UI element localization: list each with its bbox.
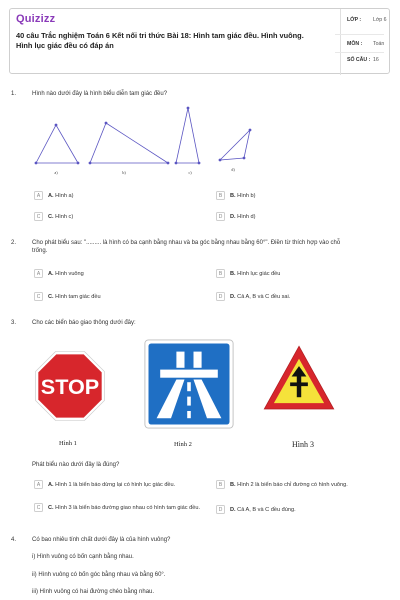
option-letter-box: D — [216, 292, 225, 301]
option-a[interactable] — [34, 269, 84, 278]
option-letter-box: B — [216, 480, 225, 489]
stop-sign-icon — [34, 350, 106, 422]
question-text: Có bao nhiêu tính chất dưới đây là của hình vuông? — [32, 537, 171, 543]
question-text — [32, 239, 387, 255]
option-letter-box: A — [34, 269, 43, 278]
triangle-b — [90, 123, 168, 163]
option-label: Hình a) — [55, 192, 74, 199]
highway-sign-icon — [144, 339, 234, 429]
option-prefix: C. — [48, 504, 54, 511]
option-prefix: D. — [230, 506, 236, 513]
option-label: Hình 3 là biển báo đường giao nhau có hình tam giác đều. — [55, 504, 201, 511]
worksheet-title: 40 câu Trắc nghiệm Toán 6 Kết nối tri thức Bài 18: Hình tam giác đều. Hình vuông. Hình lục giác đều có đáp án — [16, 31, 304, 50]
question-number: 3. — [11, 320, 17, 326]
option-c[interactable] — [34, 212, 73, 221]
option-c[interactable] — [34, 292, 101, 301]
option-prefix: B. — [230, 192, 236, 199]
option-letter-box: A — [34, 480, 43, 489]
option-b[interactable] — [216, 480, 395, 489]
question-text-line: trống. — [32, 248, 48, 254]
option-label: Hình lục giác đều — [237, 270, 281, 277]
meta-separator — [335, 52, 384, 53]
stop-sign-text: STOP — [40, 373, 100, 399]
warning-triangle-sign-icon — [262, 344, 336, 412]
question-number: 4. — [11, 537, 17, 543]
option-prefix: A. — [48, 270, 54, 277]
option-letter-box: B — [216, 191, 225, 200]
triangle-d — [220, 130, 250, 160]
option-label: Hình tam giác đều — [55, 293, 101, 300]
quizizz-logo: Quizizz — [16, 13, 56, 25]
header-divider — [340, 9, 341, 75]
option-letter-box: C — [34, 212, 43, 221]
question-number: 1. — [11, 91, 17, 97]
statement-item: i) Hình vuông có bốn cạnh bằng nhau. — [32, 554, 134, 560]
option-prefix: A. — [48, 481, 54, 488]
option-d[interactable] — [216, 505, 296, 514]
option-a[interactable] — [34, 480, 208, 489]
option-label: Hình d) — [237, 213, 256, 220]
option-label: Hình c) — [55, 213, 74, 220]
option-prefix: B. — [230, 481, 236, 488]
option-d[interactable] — [216, 212, 256, 221]
option-prefix: D. — [230, 213, 236, 220]
fig-label-d: d) — [231, 167, 235, 172]
meta-subject-label: MÔN : — [347, 41, 363, 47]
option-letter-box: C — [34, 503, 43, 512]
meta-separator — [335, 34, 384, 35]
option-label: Hình vuông — [55, 270, 84, 277]
fig-label-a: a) — [54, 170, 58, 175]
meta-subject-value: Toán — [373, 41, 385, 47]
question-text: Cho các biển báo giao thông dưới đây: — [32, 320, 136, 326]
option-a[interactable] — [34, 191, 74, 200]
statement-item: ii) Hình vuông có bốn góc bằng nhau và bằng 60°. — [32, 572, 166, 578]
triangle-figures — [30, 103, 260, 177]
option-b[interactable] — [216, 269, 280, 278]
triangle-a — [36, 125, 78, 163]
option-letter-box: A — [34, 191, 43, 200]
meta-count-value: 16 — [373, 57, 379, 63]
question-prompt: Phát biểu nào dưới đây là đúng? — [32, 462, 120, 468]
option-prefix: C. — [48, 213, 54, 220]
meta-count-label: SỐ CÂU : — [347, 57, 371, 63]
option-label: Hình 1 là biển báo dừng lại có hình lục giác đều. — [55, 481, 176, 488]
question-text-line: Cho phát biểu sau: "......... là hình có ba cạnh bằng nhau và ba góc bằng nhau bằng 60°". Điền từ thích hợp vào chỗ — [32, 240, 341, 246]
sign-label-2: Hình 2 — [174, 441, 192, 448]
option-prefix: D. — [230, 293, 236, 300]
option-prefix: A. — [48, 192, 54, 199]
option-letter-box: D — [216, 212, 225, 221]
sign-label-3: Hình 3 — [292, 440, 314, 449]
option-c[interactable] — [34, 503, 213, 512]
option-letter-box: C — [34, 292, 43, 301]
meta-class-value: Lớp 6 — [373, 17, 387, 23]
sign-label-1: Hình 1 — [59, 440, 77, 447]
option-prefix: C. — [48, 293, 54, 300]
option-d[interactable] — [216, 292, 290, 301]
option-label: Hình 2 là biển báo chỉ đường có hình vuông. — [237, 481, 348, 488]
triangle-c — [176, 108, 199, 163]
fig-label-b: b) — [122, 170, 126, 175]
option-label: Hình b) — [237, 192, 256, 199]
option-letter-box: D — [216, 505, 225, 514]
option-prefix: B. — [230, 270, 236, 277]
question-number: 2. — [11, 240, 17, 246]
worksheet-header — [9, 8, 390, 74]
option-letter-box: B — [216, 269, 225, 278]
fig-label-c: c) — [188, 170, 192, 175]
option-label: Cả A, B và C đều sai. — [237, 293, 291, 300]
statement-item: iii) Hình vuông có hai đường chéo bằng nhau. — [32, 589, 155, 595]
option-b[interactable] — [216, 191, 256, 200]
option-label: Cả A, B và C đều đúng. — [237, 506, 296, 513]
question-text: Hình nào dưới đây là hình biểu diễn tam giác đều? — [32, 91, 168, 97]
meta-class-label: LỚP : — [347, 17, 362, 23]
